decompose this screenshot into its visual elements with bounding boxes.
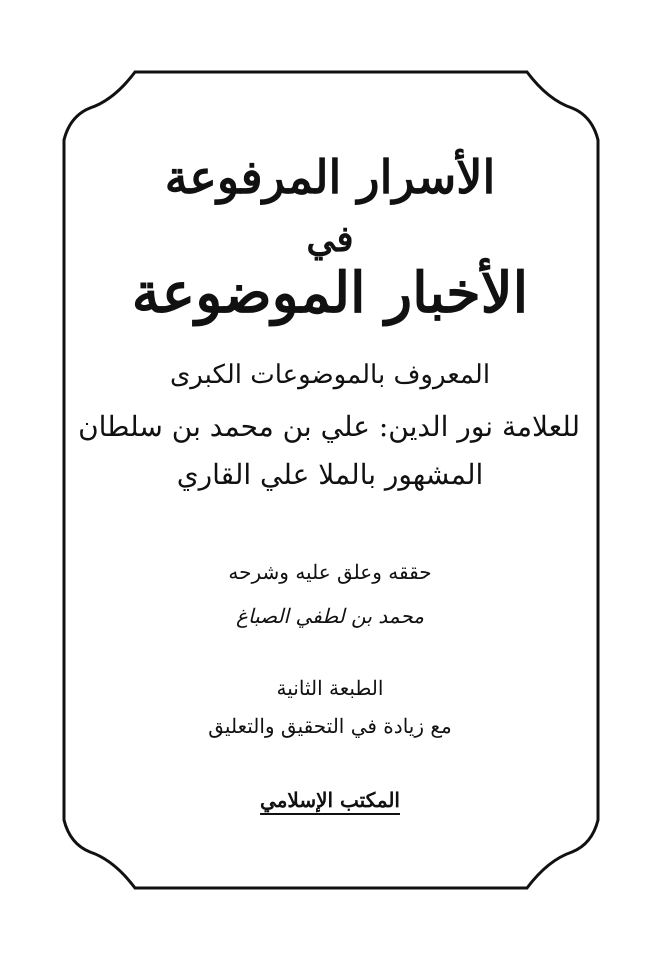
title-line-2: في (306, 218, 354, 260)
edition-note: مع زيادة في التحقيق والتعليق (208, 714, 452, 738)
author-line-1: للعلامة نور الدين: علي بن محمد بن سلطان (78, 410, 580, 443)
edition-label: الطبعة الثانية (276, 676, 384, 700)
title-page (80, 110, 580, 850)
editor-name: محمد بن لطفي الصباغ (236, 604, 424, 628)
publisher: المكتب الإسلامي (260, 788, 400, 812)
title-line-1: الأسرار المرفوعة (164, 150, 496, 204)
subtitle: المعروف بالموضوعات الكبرى (169, 360, 491, 390)
title-line-3: الأخبار الموضوعة (131, 260, 529, 326)
author-line-2: المشهور بالملا علي القاري (176, 458, 484, 491)
editor-intro: حققه وعلق عليه وشرحه (228, 560, 432, 584)
